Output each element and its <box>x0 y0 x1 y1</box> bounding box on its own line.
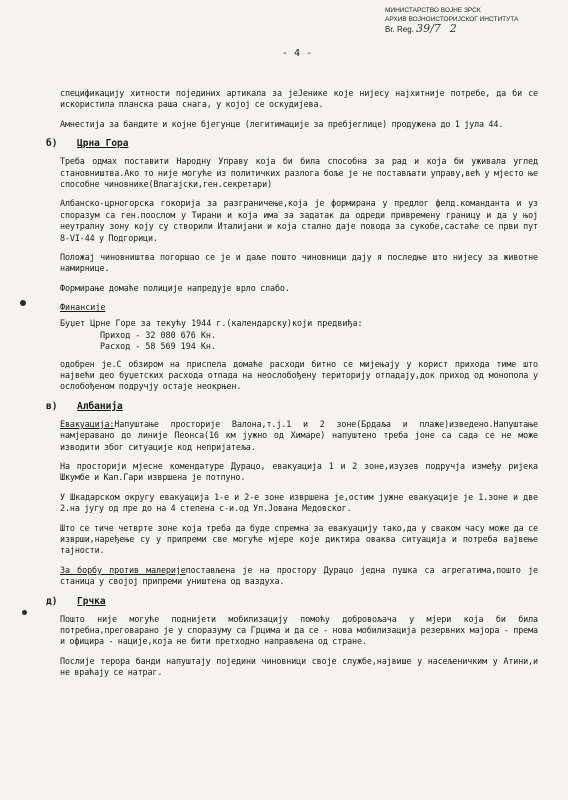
document-body <box>46 88 538 687</box>
intro-paragraph: Амнестија за бандите и којне бјегунце (легитимације за пребјеглице) продужена до 1 јула 44. <box>60 118 504 129</box>
section-paragraph <box>60 419 538 453</box>
stamp-line-1: МИНИСТАРСТВО ВОЈНЕ ЗРСК <box>385 7 481 14</box>
section-title: Албанија <box>77 400 123 412</box>
budget-block <box>60 318 538 352</box>
section-paragraph: Послије терора банди напуштају поједини чиновници своје службе,највише у насељеничким у Атини,и не враћају се натраг. <box>60 655 538 678</box>
section-paragraph: Положај чиновништва погоршао се је и даље пошто чиновници дају я последње што нијесу за животне намирнице. <box>60 252 538 274</box>
stamp-p-value: 2 <box>449 22 457 35</box>
section-header <box>46 138 538 150</box>
budget-row: Приход - 32 080 676 Кн. <box>100 329 216 340</box>
stamp-registration <box>385 24 550 34</box>
paragraph-lead: Евакуација: <box>60 418 115 429</box>
hole-punch-mark <box>20 300 26 306</box>
paragraph-text: постављена је на простору Дурацо једна пушка са агрегатима,пошто је станица у својој припреми уништена од ваздуха. <box>60 564 538 587</box>
budget-intro: Буџет Црне Горе за текућу 1944 г.(календарску)који предвиђа: <box>60 318 363 329</box>
stamp-reg-label: Br. Reg. <box>385 25 414 34</box>
budget-row: Расход - 58 569 194 Кн. <box>100 341 216 352</box>
archive-stamp <box>385 6 550 34</box>
section-label: в) <box>46 400 58 412</box>
section-title: Црна Гора <box>77 138 129 150</box>
section-paragraph: На просторији мјесне комендатуре Дурацо, евакуација 1 и 2 зоне,изузев подручја између ријека Шкумбе и Кап.Гари извршена је потпуно. <box>60 460 538 483</box>
section-title: Грчка <box>77 595 106 607</box>
stamp-reg-value: 39/7 <box>416 22 441 35</box>
hole-punch-mark <box>22 610 27 615</box>
paragraph-text: Напуштање просторије Валона,т.ј.1 и 2 зоне(Брдаља и плаже)изведено.Напуштање намјеравано до линије Пеонса(16 км јужно од Химаре) напуштено треба јоне са сада се не може изводити због ситуације код непријатеља. <box>60 418 538 452</box>
section-paragraph: одобрен је.С обзиром на приспела домаће расходи битно се мијењају у корист прихода тиме што највећи део буџетских расхода отпада на неослобођену територију отпадају,док приход од монопола у ослобођеном подручју остаје неокрњен. <box>60 358 538 392</box>
subheading-finance: Финансије <box>60 302 106 313</box>
paragraph-lead: За борбу против малерије <box>60 564 186 575</box>
section-header <box>46 595 538 608</box>
section-paragraph: Формирање домаће полиције напредује врло слабо. <box>60 282 290 293</box>
intro-paragraph: спецификацију хитности појединих артикала за јеЈенике које нијесу најхитније потребе, да би се искористила планска раша снага, у којој се оскудијева. <box>60 88 538 110</box>
section-label: д) <box>46 595 58 607</box>
section-paragraph: Албанско-црногорска гокорија за разграничење,која је формирана у предлог фелд.команданта и уз споразум са ген.поослом у Тирани и која има за задатак да одреди привремену границу и да у њој неутралну зону коју су створили Италијани и која стално даје повода за сукобе,састаће се први пут 8-VI-44 у Подгорици. <box>60 198 538 243</box>
section-header <box>46 400 538 413</box>
section-paragraph: Пошто није могуће поднијети мобилизацију помоћу добровољача у мјери која би била потребна,преговарано је у споразуму са Грцима и да се - нова мобилизација резервних мајора - према и официра - нације,која не бити претходно направљена од стране. <box>60 613 538 647</box>
stamp-line-2: АРХИВ ВОЈНОИСТОРИЈСКОГ ИНСТИТУТА <box>385 16 519 23</box>
section-paragraph: Што се тиче четврте зоне која треба да буде спремна за евакуацију тако,да у сваком часу може да се изврши,наређење су у припреми све могуће мјере које диктира оваква ситуација и потреба вајвење тајности. <box>60 522 538 556</box>
section-paragraph <box>60 565 538 588</box>
section-label: б) <box>46 138 58 150</box>
section-paragraph: Треба одмах поставити Народну Управу која би била способна за рад и која би уживала углед становништва.Ако то није могуће из политичких разлога боље је не постављати управу,већ у мјесто ње способне чиновнике(Влагајски,ген.секретари) <box>60 156 538 190</box>
page-number: - 4 - <box>282 48 313 59</box>
section-paragraph: У Шкадарском округу евакуација 1-е и 2-е зоне извршена је,остим јужне евакуације је 1.зоне и две 2.на југу од пре до на 4 степена с-и.од Ул.Јована Медовског. <box>60 491 538 514</box>
